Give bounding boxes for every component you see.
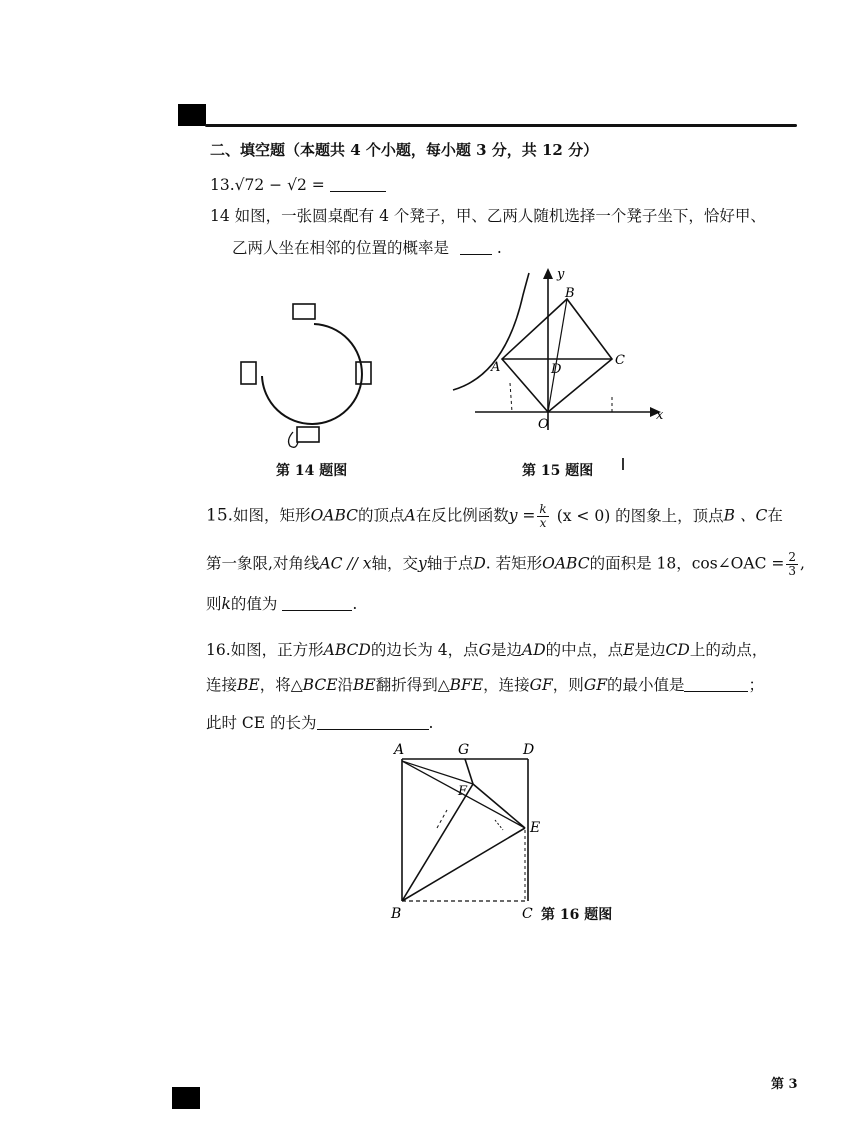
q16-end: ；	[748, 676, 764, 694]
label-c: C	[615, 353, 625, 368]
q15-text: 在反比例函数	[415, 506, 509, 525]
q16-answer-blank-2[interactable]	[317, 715, 429, 730]
q16-var: GF	[583, 676, 607, 694]
q16-var: BE	[237, 676, 260, 694]
q16-var: AD	[522, 641, 546, 659]
q16-end: .	[428, 714, 434, 732]
label-a: A	[491, 360, 501, 375]
q16-text: ，将△	[259, 676, 303, 694]
q15-num: 15.	[206, 505, 234, 526]
q15-text: . 若矩形	[485, 554, 543, 573]
q16-text: 翻折得到△	[375, 676, 450, 694]
q16-text: 上的动点，	[689, 641, 768, 659]
q15-var: OABC	[310, 506, 359, 525]
frac-den: 3	[788, 564, 796, 578]
q15-line3	[206, 594, 357, 614]
q15-answer-blank[interactable]	[282, 596, 352, 611]
q15-var: y	[418, 554, 427, 573]
q16-var: GF	[529, 676, 553, 694]
label-x: x	[656, 408, 664, 423]
q15-text: (x < 0) 的图象上，顶点	[556, 506, 724, 525]
q16-var: BE	[353, 676, 376, 694]
q16-line1	[206, 640, 767, 660]
q15-text: 轴，交	[371, 554, 419, 573]
q15-line1	[206, 503, 783, 530]
q15-var: D	[473, 554, 486, 573]
label-b: B	[565, 286, 575, 301]
dashed-mark-1	[437, 810, 447, 828]
q15-var: B 、C	[723, 506, 768, 525]
q15-text: 则	[206, 595, 222, 613]
q16-line2	[206, 675, 764, 695]
q16-var: G	[478, 641, 492, 659]
q16-var: BFE	[449, 676, 484, 694]
frac-num: 2	[788, 550, 796, 564]
q14-end: .	[496, 239, 502, 257]
q15-var: AC // x	[319, 554, 372, 573]
q15-fraction-2-over-3	[786, 551, 798, 578]
frac-den: x	[539, 516, 547, 530]
q13-label: 13.	[210, 176, 235, 194]
q15-var: OABC	[542, 554, 590, 573]
q16-text: 连接	[206, 676, 238, 694]
q16-text: 的边长为 4，点	[370, 641, 479, 659]
q15-text: 如图，矩形	[233, 506, 311, 525]
corner-mark-bottom	[172, 1087, 200, 1109]
question-13	[210, 175, 386, 195]
stool-bottom	[297, 427, 319, 442]
q16-text: 此时 CE 的长为	[206, 714, 317, 732]
label-o: O	[538, 417, 549, 432]
q16-answer-blank-1[interactable]	[684, 677, 748, 692]
q16-text: 的最小值是	[606, 676, 685, 694]
q15-text: 的值为	[230, 595, 278, 613]
q15-var: y =	[508, 506, 536, 525]
q13-expr: √72 − √2 =	[234, 176, 325, 194]
q15-text: 的顶点	[358, 506, 405, 525]
q14-line2	[232, 238, 502, 258]
q16-line3	[206, 713, 433, 733]
label-c: C	[522, 906, 533, 922]
diagonal-ob	[548, 299, 567, 412]
label-d: D	[523, 742, 535, 758]
segment-fe	[473, 784, 525, 828]
q16-text: 沿	[337, 676, 354, 694]
q15-end: .	[352, 595, 358, 613]
q15-text: 轴于点	[426, 554, 474, 573]
section-title: 二、填空题（本题共 4 个小题，每小题 3 分，共 12 分）	[210, 141, 599, 159]
corner-mark-top	[178, 104, 206, 126]
stool-right	[356, 362, 371, 384]
q15-text: ,	[800, 554, 805, 573]
stool-left	[241, 362, 256, 384]
q14-line2-text: 乙两人坐在相邻的位置的概率是	[232, 239, 450, 257]
fig16-caption: 第 16 题图	[541, 907, 613, 923]
q16-text: ，连接	[483, 676, 530, 694]
label-b: B	[391, 906, 402, 922]
label-g: G	[458, 742, 470, 758]
q16-text: ，则	[552, 676, 584, 694]
q15-line2	[206, 551, 805, 578]
q15-text: 第一象限,对角线	[206, 554, 320, 573]
q15-var: A	[404, 506, 416, 525]
y-axis-arrow	[543, 268, 553, 279]
stool-top	[293, 304, 315, 319]
segment-bf	[402, 784, 473, 901]
dashed-mark-2	[495, 820, 503, 830]
q14-answer-blank[interactable]	[460, 240, 492, 255]
dashed-drop-a	[510, 383, 512, 412]
q15-text: 在	[767, 506, 783, 525]
frac-num: k	[539, 502, 547, 516]
q16-var: BCE	[302, 676, 338, 694]
stray-mark	[622, 458, 624, 470]
round-table-arc	[262, 324, 362, 424]
q15-text: 的面积是 18，cos∠OAC =	[589, 554, 785, 573]
q16-text: 的中点，点	[545, 641, 624, 659]
label-f: F	[458, 784, 468, 799]
page-number: 第 3	[771, 1077, 798, 1092]
q13-answer-blank[interactable]	[330, 177, 386, 192]
figure-15	[445, 265, 670, 440]
q16-var: ABCD	[323, 641, 371, 659]
fig15-caption: 第 15 题图	[522, 463, 594, 479]
header-rule	[205, 124, 797, 127]
q15-var: k	[221, 595, 231, 613]
q14-line1: 14 如图，一张圆桌配有 4 个凳子，甲、乙两人随机选择一个凳子坐下，恰好甲、	[210, 207, 766, 225]
q16-var: E	[623, 641, 635, 659]
segment-gf	[465, 759, 473, 784]
q15-fraction-k-over-x	[537, 503, 548, 530]
figure-14	[230, 290, 390, 460]
figure-16	[385, 738, 555, 928]
q16-var: CD	[665, 641, 690, 659]
label-e: E	[530, 820, 541, 836]
label-d: D	[551, 362, 562, 377]
segment-be	[402, 828, 525, 901]
q16-text: 16.如图，正方形	[206, 641, 324, 659]
q16-text: 是边	[634, 641, 666, 659]
q16-text: 是边	[491, 641, 523, 659]
label-a: A	[394, 742, 405, 758]
fig14-caption: 第 14 题图	[276, 463, 348, 479]
label-y: y	[557, 267, 565, 282]
